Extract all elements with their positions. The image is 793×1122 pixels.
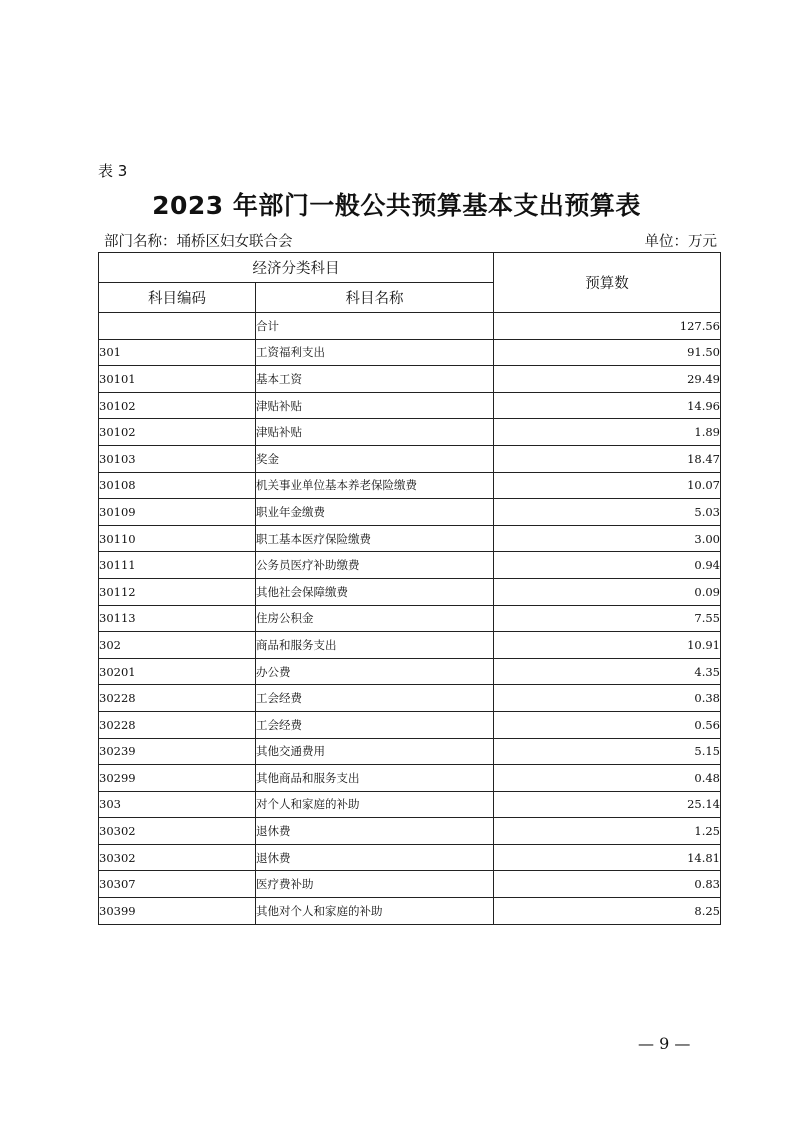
row-name-cell: 办公费 (256, 658, 494, 685)
row-name-cell: 职业年金缴费 (256, 499, 494, 526)
row-code-cell: 30109 (99, 499, 256, 526)
row-code-cell: 302 (99, 632, 256, 659)
table-row (99, 871, 721, 898)
table-row (99, 366, 721, 393)
row-code-cell: 30110 (99, 525, 256, 552)
row-code-cell: 30112 (99, 578, 256, 605)
row-code-cell: 30302 (99, 818, 256, 845)
table-row (99, 605, 721, 632)
row-amount-cell: 8.25 (494, 898, 721, 925)
unit-label: 单位：万元 (644, 234, 717, 250)
department-name-label: 部门名称：埇桥区妇女联合会 (104, 234, 293, 250)
table-row (99, 818, 721, 845)
row-amount-cell: 0.38 (494, 685, 721, 712)
table-row (99, 738, 721, 765)
row-amount-cell: 0.48 (494, 765, 721, 792)
row-code-cell: 30113 (99, 605, 256, 632)
row-name-cell: 职工基本医疗保险缴费 (256, 525, 494, 552)
document-title: 2023 年部门一般公共预算基本支出预算表 (152, 191, 641, 220)
row-name-cell: 津贴补贴 (256, 419, 494, 446)
row-amount-cell: 14.81 (494, 844, 721, 871)
table-row (99, 552, 721, 579)
table-row (99, 419, 721, 446)
row-name-cell: 其他社会保障缴费 (256, 578, 494, 605)
row-name-cell: 其他对个人和家庭的补助 (256, 898, 494, 925)
budget-table (98, 252, 721, 925)
row-code-cell: 30299 (99, 765, 256, 792)
row-amount-cell: 5.03 (494, 499, 721, 526)
table-row (99, 445, 721, 472)
row-code-cell: 30307 (99, 871, 256, 898)
table-row (99, 685, 721, 712)
row-amount-cell: 10.07 (494, 472, 721, 499)
row-code-cell: 30228 (99, 711, 256, 738)
row-name-cell: 商品和服务支出 (256, 632, 494, 659)
row-code-cell: 30228 (99, 685, 256, 712)
row-name-cell: 工资福利支出 (256, 339, 494, 366)
row-name-cell: 退休费 (256, 818, 494, 845)
row-name-cell: 住房公积金 (256, 605, 494, 632)
table-header (99, 253, 721, 313)
table-row (99, 499, 721, 526)
table-number-label: 表 3 (98, 162, 128, 180)
row-amount-cell: 25.14 (494, 791, 721, 818)
table-row (99, 711, 721, 738)
row-code-cell: 303 (99, 791, 256, 818)
row-code-cell: 301 (99, 339, 256, 366)
row-name-cell: 其他商品和服务支出 (256, 765, 494, 792)
row-amount-cell: 1.25 (494, 818, 721, 845)
table-row (99, 392, 721, 419)
row-amount-cell: 0.09 (494, 578, 721, 605)
header-subject-name: 科目名称 (256, 283, 494, 313)
row-amount-cell: 29.49 (494, 366, 721, 393)
table-row (99, 578, 721, 605)
row-name-cell: 对个人和家庭的补助 (256, 791, 494, 818)
row-amount-cell: 127.56 (494, 313, 721, 340)
row-amount-cell: 1.89 (494, 419, 721, 446)
row-amount-cell: 7.55 (494, 605, 721, 632)
row-name-cell: 奖金 (256, 445, 494, 472)
row-amount-cell: 91.50 (494, 339, 721, 366)
row-code-cell: 30108 (99, 472, 256, 499)
header-economic-category: 经济分类科目 (99, 253, 494, 283)
row-code-cell: 30102 (99, 392, 256, 419)
row-amount-cell: 0.94 (494, 552, 721, 579)
table-row (99, 339, 721, 366)
table-body (99, 313, 721, 925)
table-row (99, 844, 721, 871)
page-number: — 9 — (638, 1034, 691, 1053)
row-code-cell: 30201 (99, 658, 256, 685)
row-amount-cell: 0.56 (494, 711, 721, 738)
row-amount-cell: 0.83 (494, 871, 721, 898)
row-name-cell: 医疗费补助 (256, 871, 494, 898)
row-code-cell: 30101 (99, 366, 256, 393)
row-code-cell: 30302 (99, 844, 256, 871)
header-budget-amount: 预算数 (494, 253, 721, 313)
row-amount-cell: 5.15 (494, 738, 721, 765)
row-code-cell: 30102 (99, 419, 256, 446)
row-code-cell (99, 313, 256, 340)
header-subject-code: 科目编码 (99, 283, 256, 313)
row-name-cell: 公务员医疗补助缴费 (256, 552, 494, 579)
table-row (99, 525, 721, 552)
row-amount-cell: 3.00 (494, 525, 721, 552)
row-name-cell: 工会经费 (256, 711, 494, 738)
row-name-cell: 工会经费 (256, 685, 494, 712)
row-name-cell: 退休费 (256, 844, 494, 871)
table-row (99, 898, 721, 925)
table-row (99, 765, 721, 792)
table-row (99, 658, 721, 685)
row-amount-cell: 10.91 (494, 632, 721, 659)
table-row (99, 472, 721, 499)
row-amount-cell: 18.47 (494, 445, 721, 472)
row-amount-cell: 4.35 (494, 658, 721, 685)
row-name-cell: 合计 (256, 313, 494, 340)
row-amount-cell: 14.96 (494, 392, 721, 419)
row-code-cell: 30399 (99, 898, 256, 925)
row-code-cell: 30111 (99, 552, 256, 579)
row-name-cell: 机关事业单位基本养老保险缴费 (256, 472, 494, 499)
row-code-cell: 30239 (99, 738, 256, 765)
row-name-cell: 其他交通费用 (256, 738, 494, 765)
row-code-cell: 30103 (99, 445, 256, 472)
table-row (99, 313, 721, 340)
row-name-cell: 津贴补贴 (256, 392, 494, 419)
row-name-cell: 基本工资 (256, 366, 494, 393)
table-row (99, 791, 721, 818)
table-row (99, 632, 721, 659)
